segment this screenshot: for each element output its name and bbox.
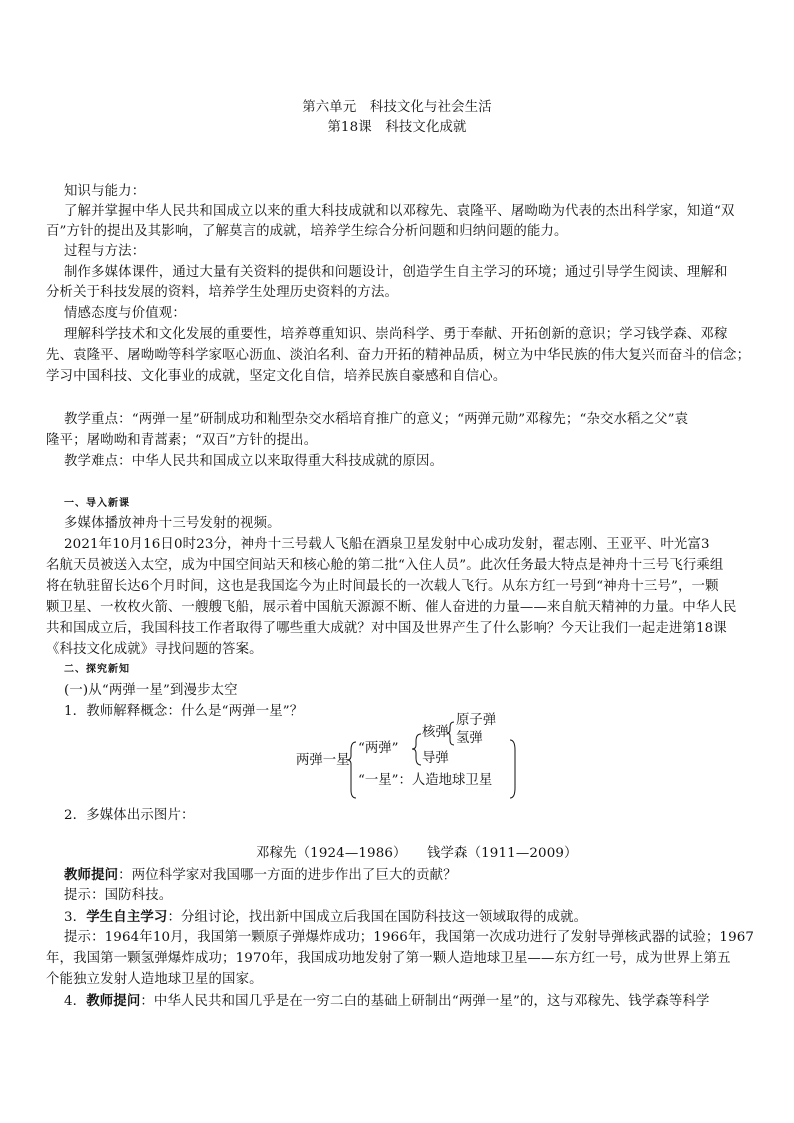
process-heading: 过程与方法： — [64, 244, 146, 259]
subsection-heading: (一)从“两弹一星”到漫步太空 — [64, 683, 238, 698]
attitude-heading: 情感态度与价值观： — [64, 306, 186, 321]
paragraph-line: 共和国成立后，我国科技工作者取得了哪些重大成就？对中国及世界产生了什么影响？今天让我们一起走进第18课 — [46, 621, 727, 636]
paragraph-line: 理解科学技术和文化发展的重要性，培养尊重知识、崇尚科学、勇于奉献、开拓创新的意识；学习钱学森、邓稼 — [64, 327, 728, 342]
item-text: ：中华人民共和国几乎是在一穷二白的基础上研制出“两弹一星”的，这与邓稼先、钱学森等科学 — [140, 994, 710, 1009]
list-item: 2．多媒体出示图片： — [64, 808, 195, 823]
tree-branch-satellite: “一星”：人造地球卫星 — [358, 773, 493, 788]
paragraph-line: 多媒体播放神舟十三号发射的视频。 — [64, 516, 281, 531]
paragraph-line: 提示：1964年10月，我国第一颗原子弹爆炸成功；1966年，我国第一次成功进行了发射导弹核武器的试验；1967 — [64, 930, 755, 945]
paragraph-line: 先、袁隆平、屠呦呦等科学家呕心沥血、淡泊名利、奋力开拓的精神品质，树立为中华民族的伟大复兴而奋斗的信念； — [46, 348, 751, 363]
knowledge-heading: 知识与能力： — [64, 184, 146, 199]
question-text: ：两位科学家对我国哪一方面的进步作出了巨大的贡献？ — [118, 868, 457, 883]
tree-root: 两弹一星 — [296, 753, 350, 768]
item-label: 学生自主学习 — [86, 909, 168, 925]
paragraph-line: 将在轨驻留长达6个月时间，这也是我国迄今为止时间最长的一次载人飞行。从东方红一号到“神舟十三号”，一颗 — [46, 579, 719, 594]
difficulty: 教学难点：中华人民共和国成立以来取得重大科技成就的原因。 — [64, 454, 444, 469]
tree-branch-bombs: “两弹” — [358, 741, 399, 756]
paragraph-line: 分析关于科技发展的资料，培养学生处理历史资料的方法。 — [46, 285, 399, 300]
tree-leaf-atomic: 原子弹 — [456, 713, 497, 728]
list-item — [64, 991, 710, 1012]
section-heading: 二、探究新知 — [64, 664, 130, 675]
teacher-question — [64, 865, 457, 886]
tree-leaf-hydrogen: 氢弹 — [456, 731, 483, 746]
paragraph-line: 颗卫星、一枚枚火箭、一艘艘飞船，展示着中国航天源源不断、催人奋进的力量——来自航天精神的力量。中华人民 — [46, 600, 737, 615]
unit-title: 第六单元 科技文化与社会生活 — [302, 100, 492, 115]
lesson-title: 第18课 科技文化成就 — [327, 120, 467, 135]
paragraph-line: 百”方针的提出及其影响，了解莫言的成就，培养学生综合分析问题和归纳问题的能力。 — [46, 224, 568, 239]
key-points-cont: 隆平；屠呦呦和青蒿素；“双百”方针的提出。 — [46, 433, 318, 448]
paragraph-line: 了解并掌握中华人民共和国成立以来的重大科技成就和以邓稼先、袁隆平、屠呦呦为代表的杰出科学家，知道“双 — [64, 204, 735, 219]
paragraph-line: 2021年10月16日0时23分，神舟十三号载人飞船在酒泉卫星发射中心成功发射，翟志刚、王亚平、叶光富3 — [64, 537, 710, 552]
paragraph-line: 制作多媒体课件，通过大量有关资料的提供和问题设计，创造学生自主学习的环境；通过引导学生阅读、理解和 — [64, 265, 728, 280]
key-points: 教学重点：“两弹一星”研制成功和籼型杂交水稻培育推广的意义；“两弹元勋”邓稼先；“杂交水稻之父”袁 — [64, 412, 689, 427]
hint: 提示：国防科技。 — [64, 888, 173, 903]
paragraph-line: 个能独立发射人造地球卫星的国家。 — [46, 972, 263, 987]
list-item — [64, 907, 587, 928]
item-number: 3． — [64, 910, 87, 925]
question-label: 教师提问 — [64, 867, 119, 883]
section-heading: 一、导入新课 — [64, 498, 130, 509]
paragraph-line: 名航天员被送入太空，成为中国空间站天和核心舱的第二批“入住人员”。此次任务最大特点是神舟十三号飞行乘组 — [46, 558, 724, 573]
paragraph-line: 《科技文化成就》寻找问题的答案。 — [46, 642, 263, 657]
paragraph-line: 学习中国科技、文化事业的成就，坚定文化自信，培养民族自豪感和自信心。 — [46, 369, 507, 384]
paragraph-line: 年，我国第一颗氢弹爆炸成功；1970年，我国成功地发射了第一颗人造地球卫星——东方红一号，成为世界上第五 — [46, 951, 731, 966]
image-caption: 邓稼先（1924—1986） 钱学森（1911—2009） — [256, 846, 578, 861]
tree-leaf-nuclear: 核弹 — [422, 725, 449, 740]
item-text: ：分组讨论，找出新中国成立后我国在国防科技这一领域取得的成就。 — [167, 910, 588, 925]
two-bombs-one-satellite-diagram — [296, 713, 526, 800]
item-label: 教师提问 — [86, 993, 141, 1009]
tree-leaf-missile: 导弹 — [422, 751, 449, 766]
list-item: 1．教师解释概念：什么是“两弹一星”？ — [64, 704, 304, 719]
item-number: 4． — [64, 994, 87, 1009]
